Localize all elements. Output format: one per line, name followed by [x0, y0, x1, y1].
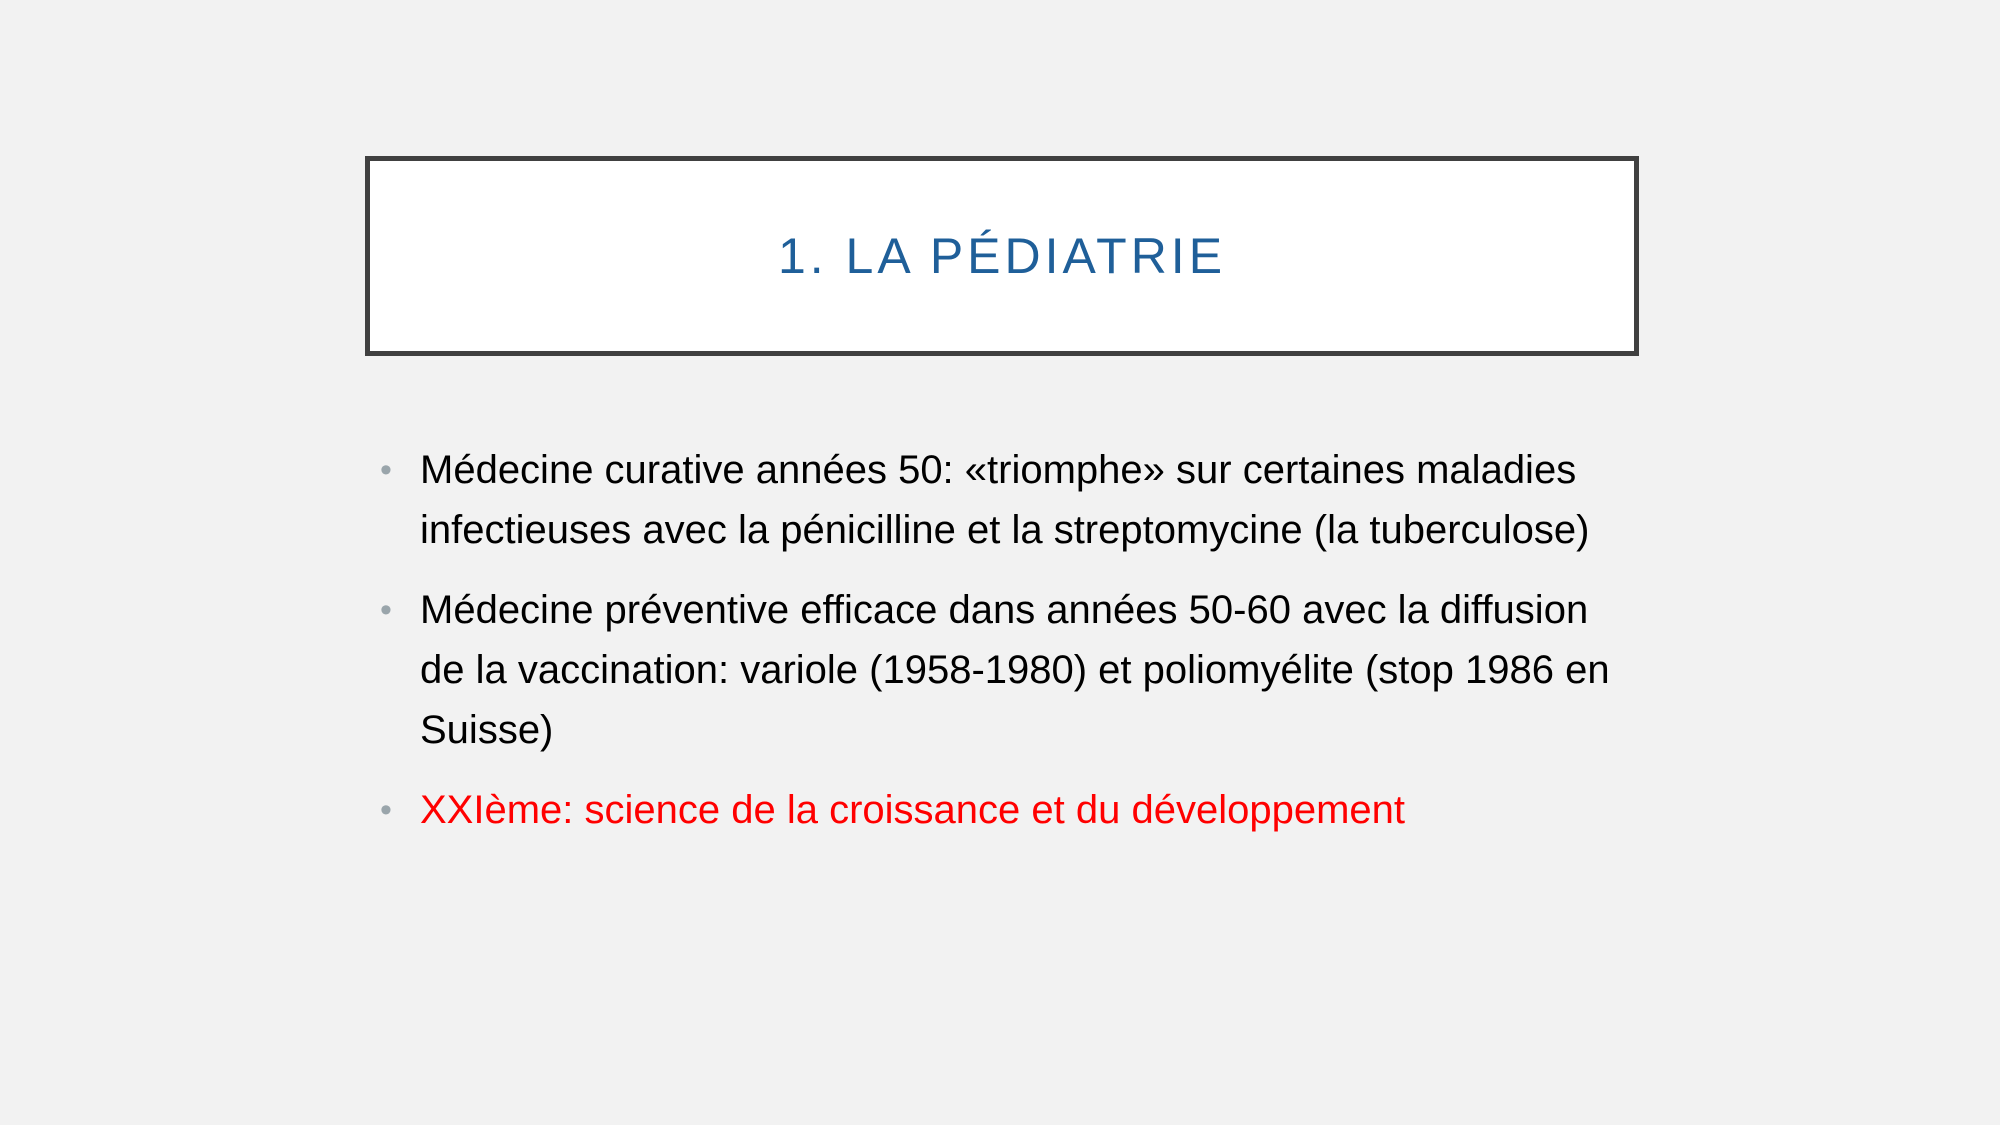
- bullet-dot-icon: •: [380, 791, 392, 829]
- bullet-text: XXIème: science de la croissance et du développement: [420, 788, 1406, 832]
- slide-content: [380, 440, 1620, 860]
- bullet-text: Médecine curative années 50: «triomphe» sur certaines maladies infectieuses avec la pénicilline et la streptomycine (la tuberculose): [420, 448, 1590, 552]
- bullet-dot-icon: •: [380, 451, 392, 489]
- bullet-item-highlight: [380, 780, 1620, 840]
- bullet-dot-icon: •: [380, 591, 392, 629]
- bullet-item: [380, 440, 1620, 560]
- bullet-text: Médecine préventive efficace dans années 50-60 avec la diffusion de la vaccination: variole (1958-1980) et poliomyélite (stop 1986 en Suisse): [420, 588, 1610, 752]
- bullet-list: [380, 440, 1620, 840]
- bullet-item: [380, 580, 1620, 760]
- slide-title: 1. LA PÉDIATRIE: [777, 228, 1227, 284]
- title-box: [365, 156, 1639, 356]
